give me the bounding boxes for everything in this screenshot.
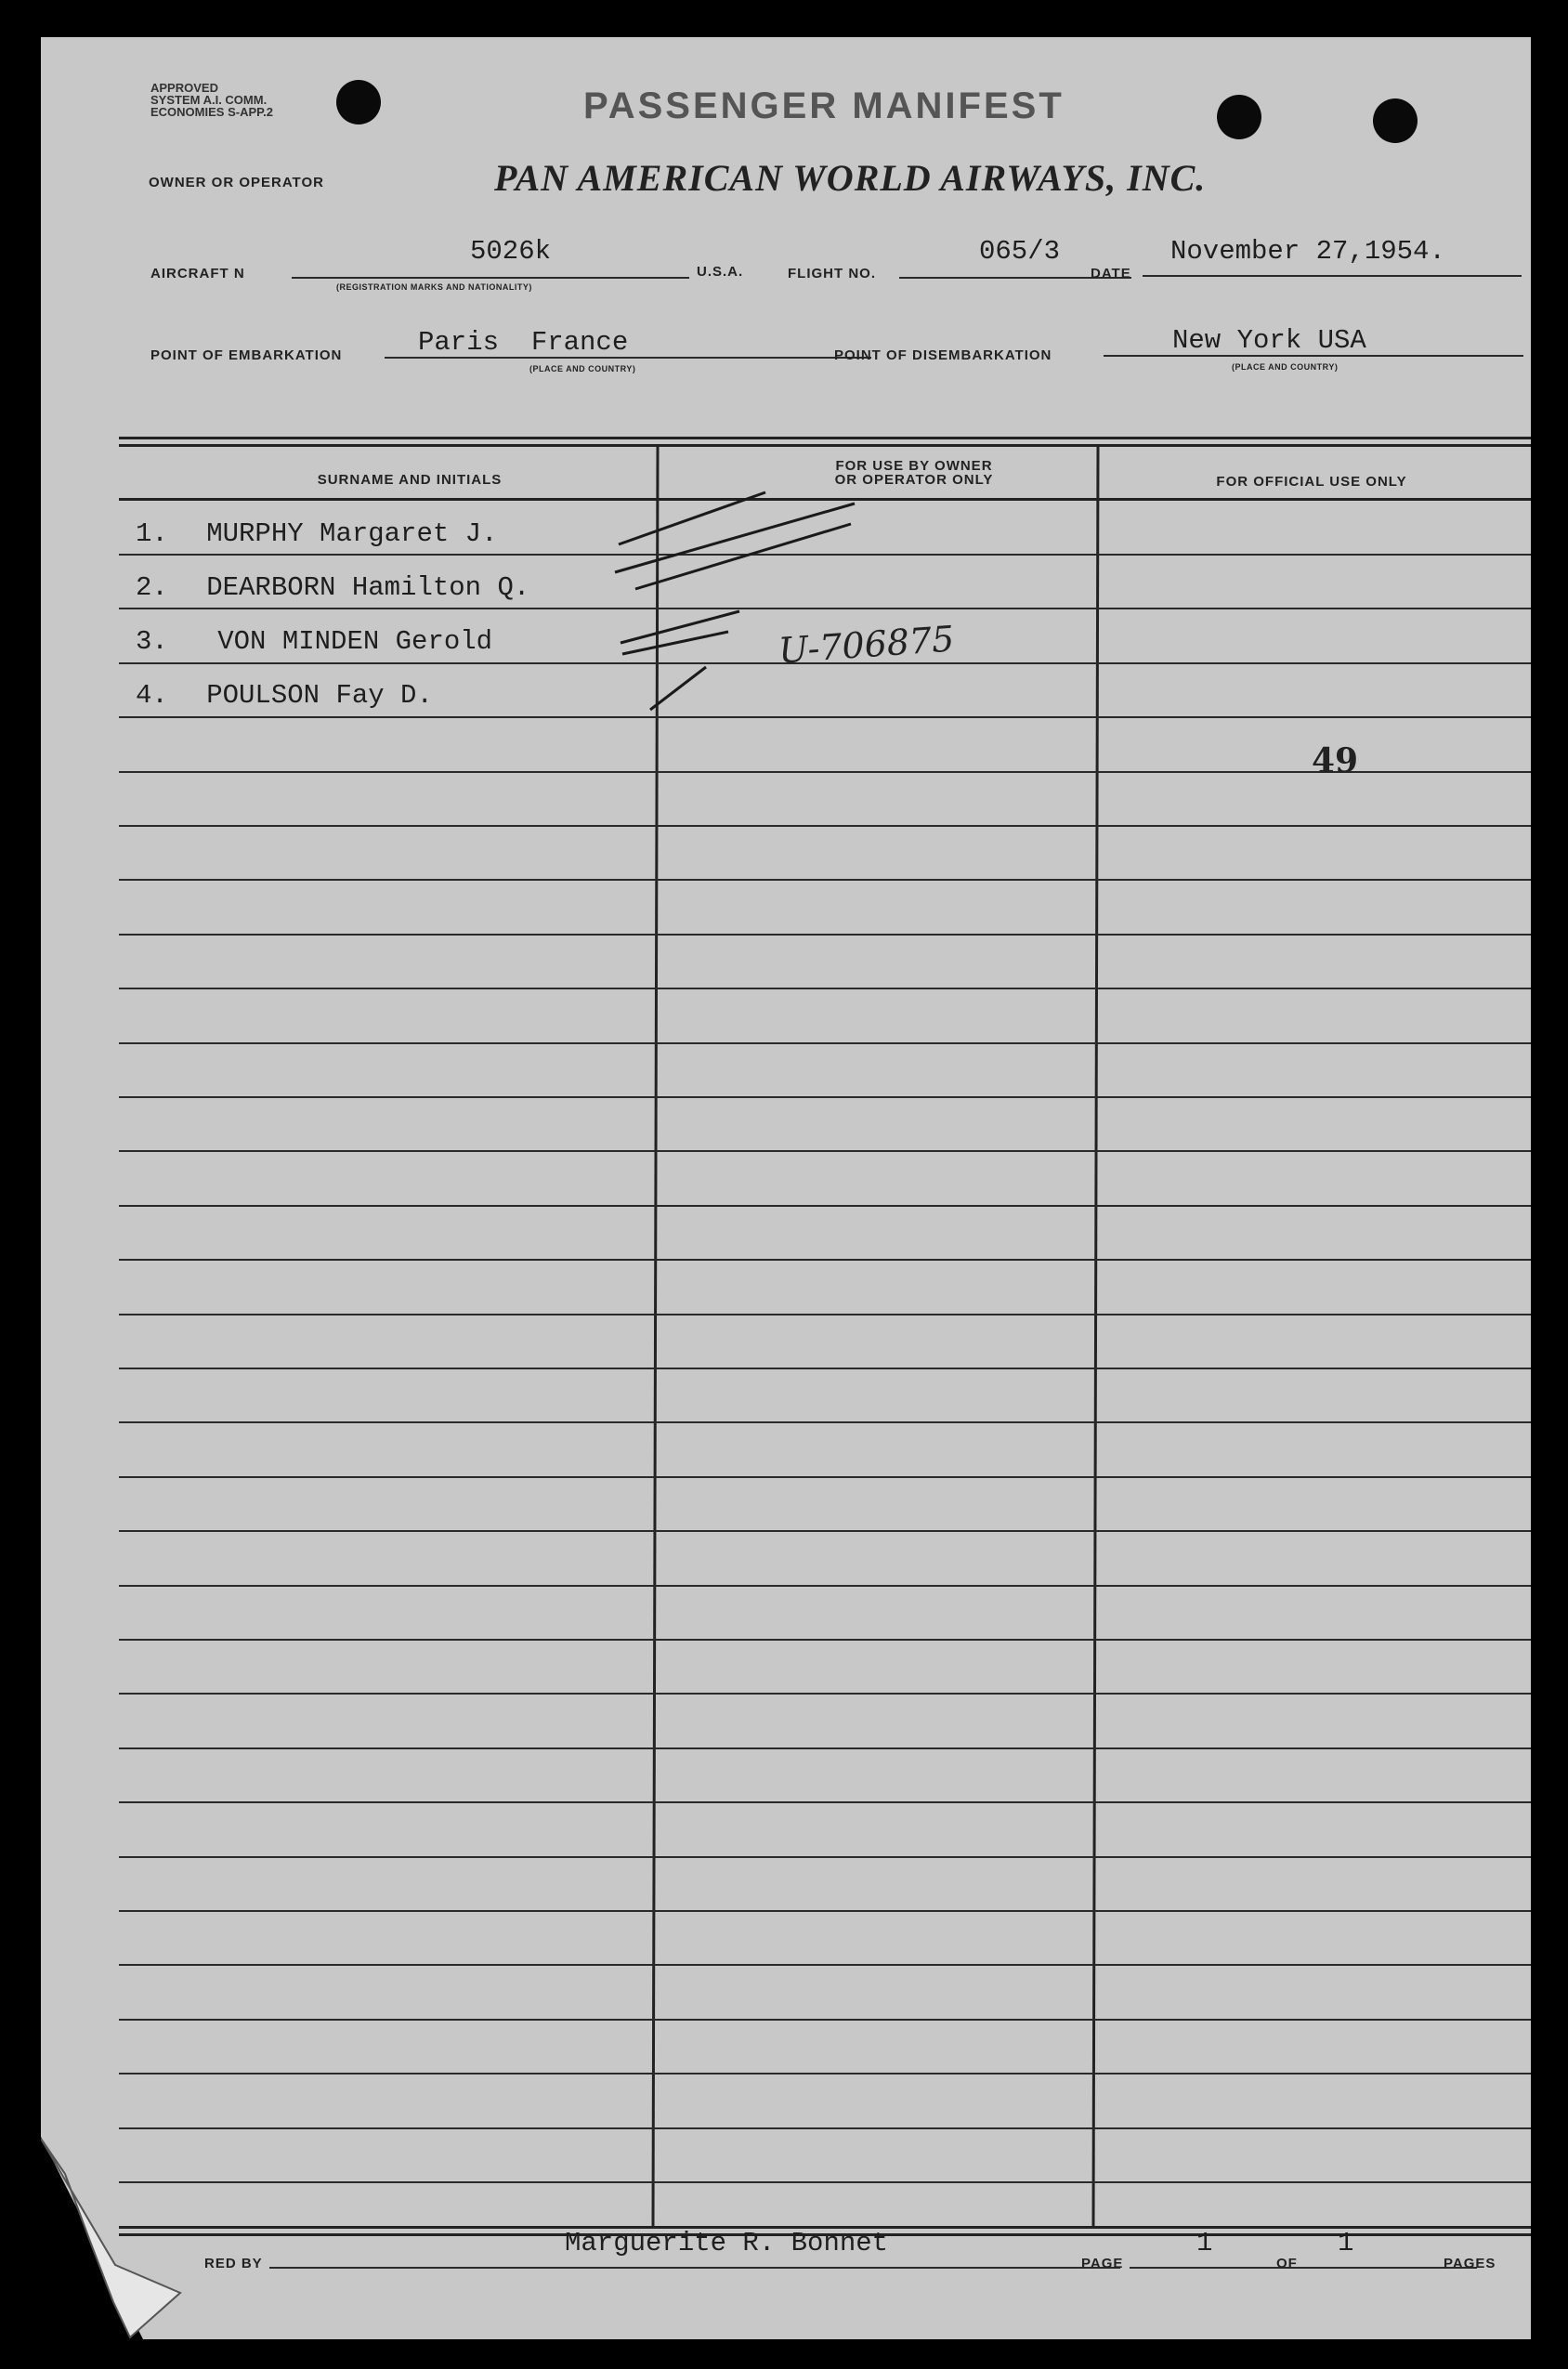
row-rule [119,1910,1531,1912]
aircraft-registration: 5026k [470,236,552,267]
flight-number: 065/3 [979,236,1061,267]
passenger-number: 1. [136,518,168,549]
prepared-by-underline [269,2267,1120,2269]
column-header-official: FOR OFFICIAL USE ONLY [1216,474,1407,490]
passenger-number: 4. [136,680,168,711]
handwritten-code: U-706875 [777,618,956,672]
row-rule [119,2019,1531,2021]
row-rule [119,1150,1531,1152]
row-rule [119,1314,1531,1315]
passenger-number: 3. [136,626,168,657]
airline-name: PAN AMERICAN WORLD AIRWAYS, INC. [494,157,1207,199]
approval-line-3: ECONOMIES S-APP.2 [150,105,273,119]
passenger-number: 2. [136,572,168,603]
approval-line-2: SYSTEM A.I. COMM. [150,93,268,107]
row-rule [119,1856,1531,1858]
row-rule [119,1096,1531,1098]
row-rule [119,1042,1531,1044]
row-rule [119,1259,1531,1261]
page-number: 1 [1196,2228,1213,2258]
flight-date: November 27,1954. [1170,236,1445,267]
row-rule [119,1639,1531,1641]
flight-label: FLIGHT NO. [788,266,876,281]
passenger-name: POULSON Fay D. [206,680,433,711]
date-label: DATE [1091,266,1131,281]
disembarkation-value: New York USA [1172,325,1366,356]
aircraft-sublabel: (REGISTRATION MARKS AND NATIONALITY) [336,282,532,292]
prepared-by-label: RED BY [204,2256,263,2271]
embarkation-label: POINT OF EMBARKATION [150,347,343,363]
row-rule [119,1693,1531,1695]
row-rule [119,1747,1531,1749]
prepared-by-name: Marguerite R. Bonnet [565,2228,889,2258]
passenger-name: MURPHY Margaret J. [206,518,498,549]
aircraft-country: U.S.A. [697,264,744,280]
disembarkation-label: POINT OF DISEMBARKATION [834,347,1052,363]
embarkation-value: Paris France [418,327,629,358]
owner-label: OWNER OR OPERATOR [149,175,324,190]
row-rule [119,1368,1531,1369]
passenger-name: DEARBORN Hamilton Q. [206,572,530,603]
page-label: PAGE [1081,2256,1124,2271]
row-rule [119,2181,1531,2183]
row-rule [119,934,1531,936]
row-rule [119,988,1531,989]
approval-line-1: APPROVED [150,81,218,95]
of-label: OF [1276,2256,1298,2271]
row-rule [119,2127,1531,2129]
row-rule [119,1421,1531,1423]
row-rule [119,1801,1531,1803]
row-rule [119,1585,1531,1587]
pages-label: PAGES [1444,2256,1496,2271]
row-rule [119,1205,1531,1207]
passenger-name: VON MINDEN Gerold [217,626,493,657]
row-rule [119,2073,1531,2075]
column-header-owner-use-line-2: OR OPERATOR ONLY [834,472,994,488]
embarkation-sublabel: (PLACE AND COUNTRY) [529,364,636,373]
column-header-owner-use-line-1: FOR USE BY OWNER [835,458,993,474]
disembarkation-sublabel: (PLACE AND COUNTRY) [1232,362,1339,372]
page-title: PASSENGER MANIFEST [583,85,1065,126]
aircraft-label: AIRCRAFT N [150,266,245,281]
row-rule [119,1530,1531,1532]
folded-corner [41,2137,199,2339]
row-rule [119,1964,1531,1966]
check-mark-3 [621,611,739,654]
column-header-surname: SURNAME AND INITIALS [317,472,503,488]
check-marks [41,37,1531,873]
row-rule [119,879,1531,881]
manifest-sheet [41,37,1531,2339]
total-pages: 1 [1338,2228,1354,2258]
check-mark-4 [650,667,706,710]
row-rule [119,1476,1531,1478]
official-number: 49 [1312,741,1359,780]
